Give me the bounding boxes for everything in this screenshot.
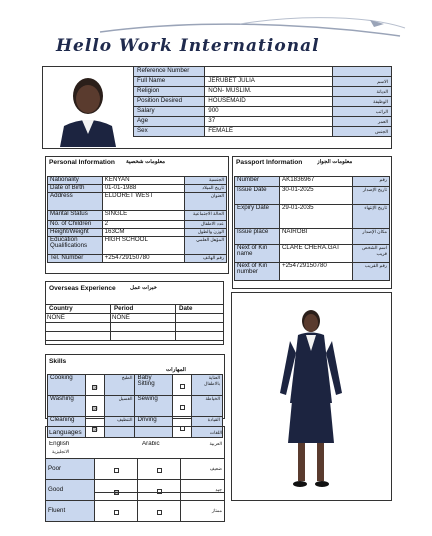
checkbox-icon <box>157 489 162 494</box>
field-label-ar: الجنسية <box>185 177 227 185</box>
full-body-photo-frame <box>231 292 392 501</box>
personal-row <box>48 177 227 185</box>
field-label: Date of Birth <box>48 185 103 193</box>
personal-table <box>47 176 227 263</box>
passport-table <box>234 176 390 281</box>
field-label-ar: عدد الاطفال <box>185 221 227 229</box>
overseas-table <box>45 304 224 341</box>
checkbox-icon: ☒ <box>93 406 98 412</box>
passport-row <box>235 187 390 205</box>
field-label: No. of Children <box>48 221 103 229</box>
level-label: Fluent <box>46 501 95 522</box>
top-row <box>134 97 392 107</box>
lang-english-label: English <box>49 441 70 447</box>
avatar <box>46 68 130 147</box>
overseas-country: NONE <box>46 314 111 323</box>
languages-table <box>45 458 225 522</box>
field-label: Sex <box>134 127 205 137</box>
arabic-checkbox[interactable] <box>138 459 181 480</box>
passport-title-ar: معلومات الجواز <box>317 159 353 165</box>
field-label: Tel. Number <box>48 255 103 263</box>
field-value: 900 <box>205 107 332 117</box>
field-value: 30-01-2025 <box>279 187 352 205</box>
checkbox-icon: ☒ <box>93 385 98 391</box>
field-label: Next of Kin number <box>235 263 280 281</box>
field-label-ar: تاريخ الميلاد <box>185 185 227 193</box>
full-body-photo-icon <box>232 293 391 500</box>
lang-english-ar: الانجليزية <box>52 449 70 454</box>
personal-row <box>48 255 227 263</box>
top-row <box>134 127 392 137</box>
skill-checkbox[interactable] <box>172 375 191 396</box>
field-label: Education Qualifications <box>48 237 103 255</box>
skill-label-ar: القيادة <box>192 417 223 438</box>
top-row <box>134 77 392 87</box>
skill-checkbox[interactable] <box>172 396 191 417</box>
passport-title: Passport Information <box>236 159 303 166</box>
passport-row <box>235 263 390 281</box>
field-label: Religion <box>134 87 205 97</box>
language-row <box>46 480 225 501</box>
field-label: Salary <box>134 107 205 117</box>
field-label: Marital Status <box>48 211 103 221</box>
english-checkbox[interactable] <box>95 501 138 522</box>
field-value: 2 <box>102 221 185 229</box>
skill-label-ar: الغسيل <box>104 396 135 417</box>
language-row <box>46 501 225 522</box>
skills-row <box>48 396 223 417</box>
field-value: 01-01-1988 <box>102 185 185 193</box>
skill-label: Baby Sitting <box>135 375 173 396</box>
passport-row <box>235 245 390 263</box>
overseas-col-date: Date <box>176 305 224 314</box>
personal-title: Personal Information <box>49 159 115 166</box>
field-value: JERUBET JULIA <box>205 77 332 87</box>
skill-label-ar: الخياطة <box>192 396 223 417</box>
field-value: CLARE CHERA.GAT <box>279 245 352 263</box>
logo-header <box>40 10 410 60</box>
field-label: Issue Date <box>235 187 280 205</box>
passport-row <box>235 177 390 187</box>
field-label: Number <box>235 177 280 187</box>
field-label-ar: المؤهل العلمي <box>185 237 227 255</box>
field-label-ar: تاريخ الإنتهاء <box>352 205 389 229</box>
skill-label-ar: الطبخ <box>104 375 135 396</box>
field-value: HIGH SCHOOL <box>102 237 185 255</box>
field-label-ar: الاسم <box>332 77 391 87</box>
field-label: Address <box>48 193 103 211</box>
field-label-ar: الحالة الاجتماعية <box>185 211 227 221</box>
field-label-ar: الديانة <box>332 87 391 97</box>
languages-title: Languages <box>49 430 82 436</box>
field-label-ar <box>332 67 391 77</box>
checkbox-icon <box>114 510 119 515</box>
field-label-ar: الجنس <box>332 127 391 137</box>
level-label: Good <box>46 480 95 501</box>
personal-row <box>48 193 227 211</box>
logo-text: Hello Work International <box>56 36 320 56</box>
overseas-title-ar: خبرات عمل <box>130 285 157 291</box>
level-label-ar: جيد <box>181 480 225 501</box>
skill-label-ar: العناية بالاطفال <box>192 375 223 396</box>
portrait-photo-icon <box>46 68 130 147</box>
skill-label: Cleaning <box>48 417 86 438</box>
language-row <box>46 459 225 480</box>
field-value <box>205 67 332 77</box>
field-label: Height/Weight <box>48 229 103 237</box>
level-label: Poor <box>46 459 95 480</box>
passport-row <box>235 205 390 229</box>
top-row <box>134 117 392 127</box>
field-value: NON- MUSLIM. <box>205 87 332 97</box>
personal-row <box>48 185 227 193</box>
field-label: Full Name <box>134 77 205 87</box>
field-value: ELDORET WEST <box>102 193 185 211</box>
level-label-ar: ممتاز <box>181 501 225 522</box>
lang-arabic-ar: العربية <box>209 441 222 446</box>
overseas-period: NONE <box>111 314 176 323</box>
field-label-ar: رقم الهاتف <box>185 255 227 263</box>
field-label-ar: اسم الشخص قريب <box>352 245 389 263</box>
arabic-checkbox[interactable] <box>138 501 181 522</box>
field-label: Age <box>134 117 205 127</box>
field-value: +254729150780 <box>279 263 352 281</box>
top-row <box>134 107 392 117</box>
field-value: HOUSEMAID <box>205 97 332 107</box>
field-value: 37 <box>205 117 332 127</box>
top-row <box>134 87 392 97</box>
overseas-title: Overseas Experience <box>49 285 116 292</box>
field-value: 29-01-2035 <box>279 205 352 229</box>
field-label: Next of Kin name <box>235 245 280 263</box>
skill-label: Cooking <box>48 375 86 396</box>
field-value: AK1836967 <box>279 177 352 187</box>
skills-title-ar: المهارات <box>166 367 186 373</box>
personal-row <box>48 229 227 237</box>
field-label-ar: العمر <box>332 117 391 127</box>
checkbox-icon: ☒ <box>93 427 98 433</box>
field-value: SINGLE <box>102 211 185 221</box>
languages-title-ar: اللغات <box>209 430 222 435</box>
arabic-checkbox[interactable] <box>138 480 181 501</box>
field-label-ar: الوزن والطول <box>185 229 227 237</box>
passport-row <box>235 229 390 245</box>
skill-checkbox[interactable] <box>85 396 104 417</box>
checkbox-icon <box>157 510 162 515</box>
personal-row <box>48 237 227 255</box>
skill-label: Washing <box>48 396 86 417</box>
field-value: KENYAN <box>102 177 185 185</box>
field-label: Nationality <box>48 177 103 185</box>
checkbox-icon <box>180 405 185 410</box>
checkbox-icon <box>180 384 185 389</box>
skill-checkbox[interactable] <box>85 375 104 396</box>
personal-row <box>48 221 227 229</box>
field-label-ar: الراتب <box>332 107 391 117</box>
skill-label: Driving <box>135 417 173 438</box>
checkbox-icon <box>157 468 162 473</box>
field-label: Position Desired <box>134 97 205 107</box>
overseas-col-country: Country <box>46 305 111 314</box>
field-label-ar: تاريخ الإصدار <box>352 187 389 205</box>
field-label-ar: الوظيفة <box>332 97 391 107</box>
overseas-date <box>176 314 224 323</box>
skill-label: Sewing <box>135 396 173 417</box>
field-label: Issue place <box>235 229 280 245</box>
field-value: +254729150780 <box>102 255 185 263</box>
top-info-table <box>133 66 392 137</box>
field-label-ar: العنوان <box>185 193 227 211</box>
field-label: Expiry Date <box>235 205 280 229</box>
field-value: NAIROBI <box>279 229 352 245</box>
skills-title: Skills <box>49 358 67 365</box>
field-value: 163CM <box>102 229 185 237</box>
personal-title-ar: معلومات شخصية <box>126 159 166 165</box>
english-checkbox[interactable] <box>95 459 138 480</box>
personal-row <box>48 211 227 221</box>
lang-arabic-label: Arabic <box>142 441 160 447</box>
checkbox-icon <box>114 468 119 473</box>
overseas-col-period: Period <box>111 305 176 314</box>
field-label-ar: رقم القريب <box>352 263 389 281</box>
field-label-ar: مكان الإصدار <box>352 229 389 245</box>
field-label-ar: رقم <box>352 177 389 187</box>
skills-row <box>48 375 223 396</box>
field-label: Reference Number <box>134 67 205 77</box>
top-row <box>134 67 392 77</box>
level-label-ar: ضعيف <box>181 459 225 480</box>
checkbox-icon: ☒ <box>114 490 119 496</box>
english-checkbox[interactable] <box>95 480 138 501</box>
skill-label-ar: التنظيف <box>104 417 135 438</box>
field-value: FEMALE <box>205 127 332 137</box>
